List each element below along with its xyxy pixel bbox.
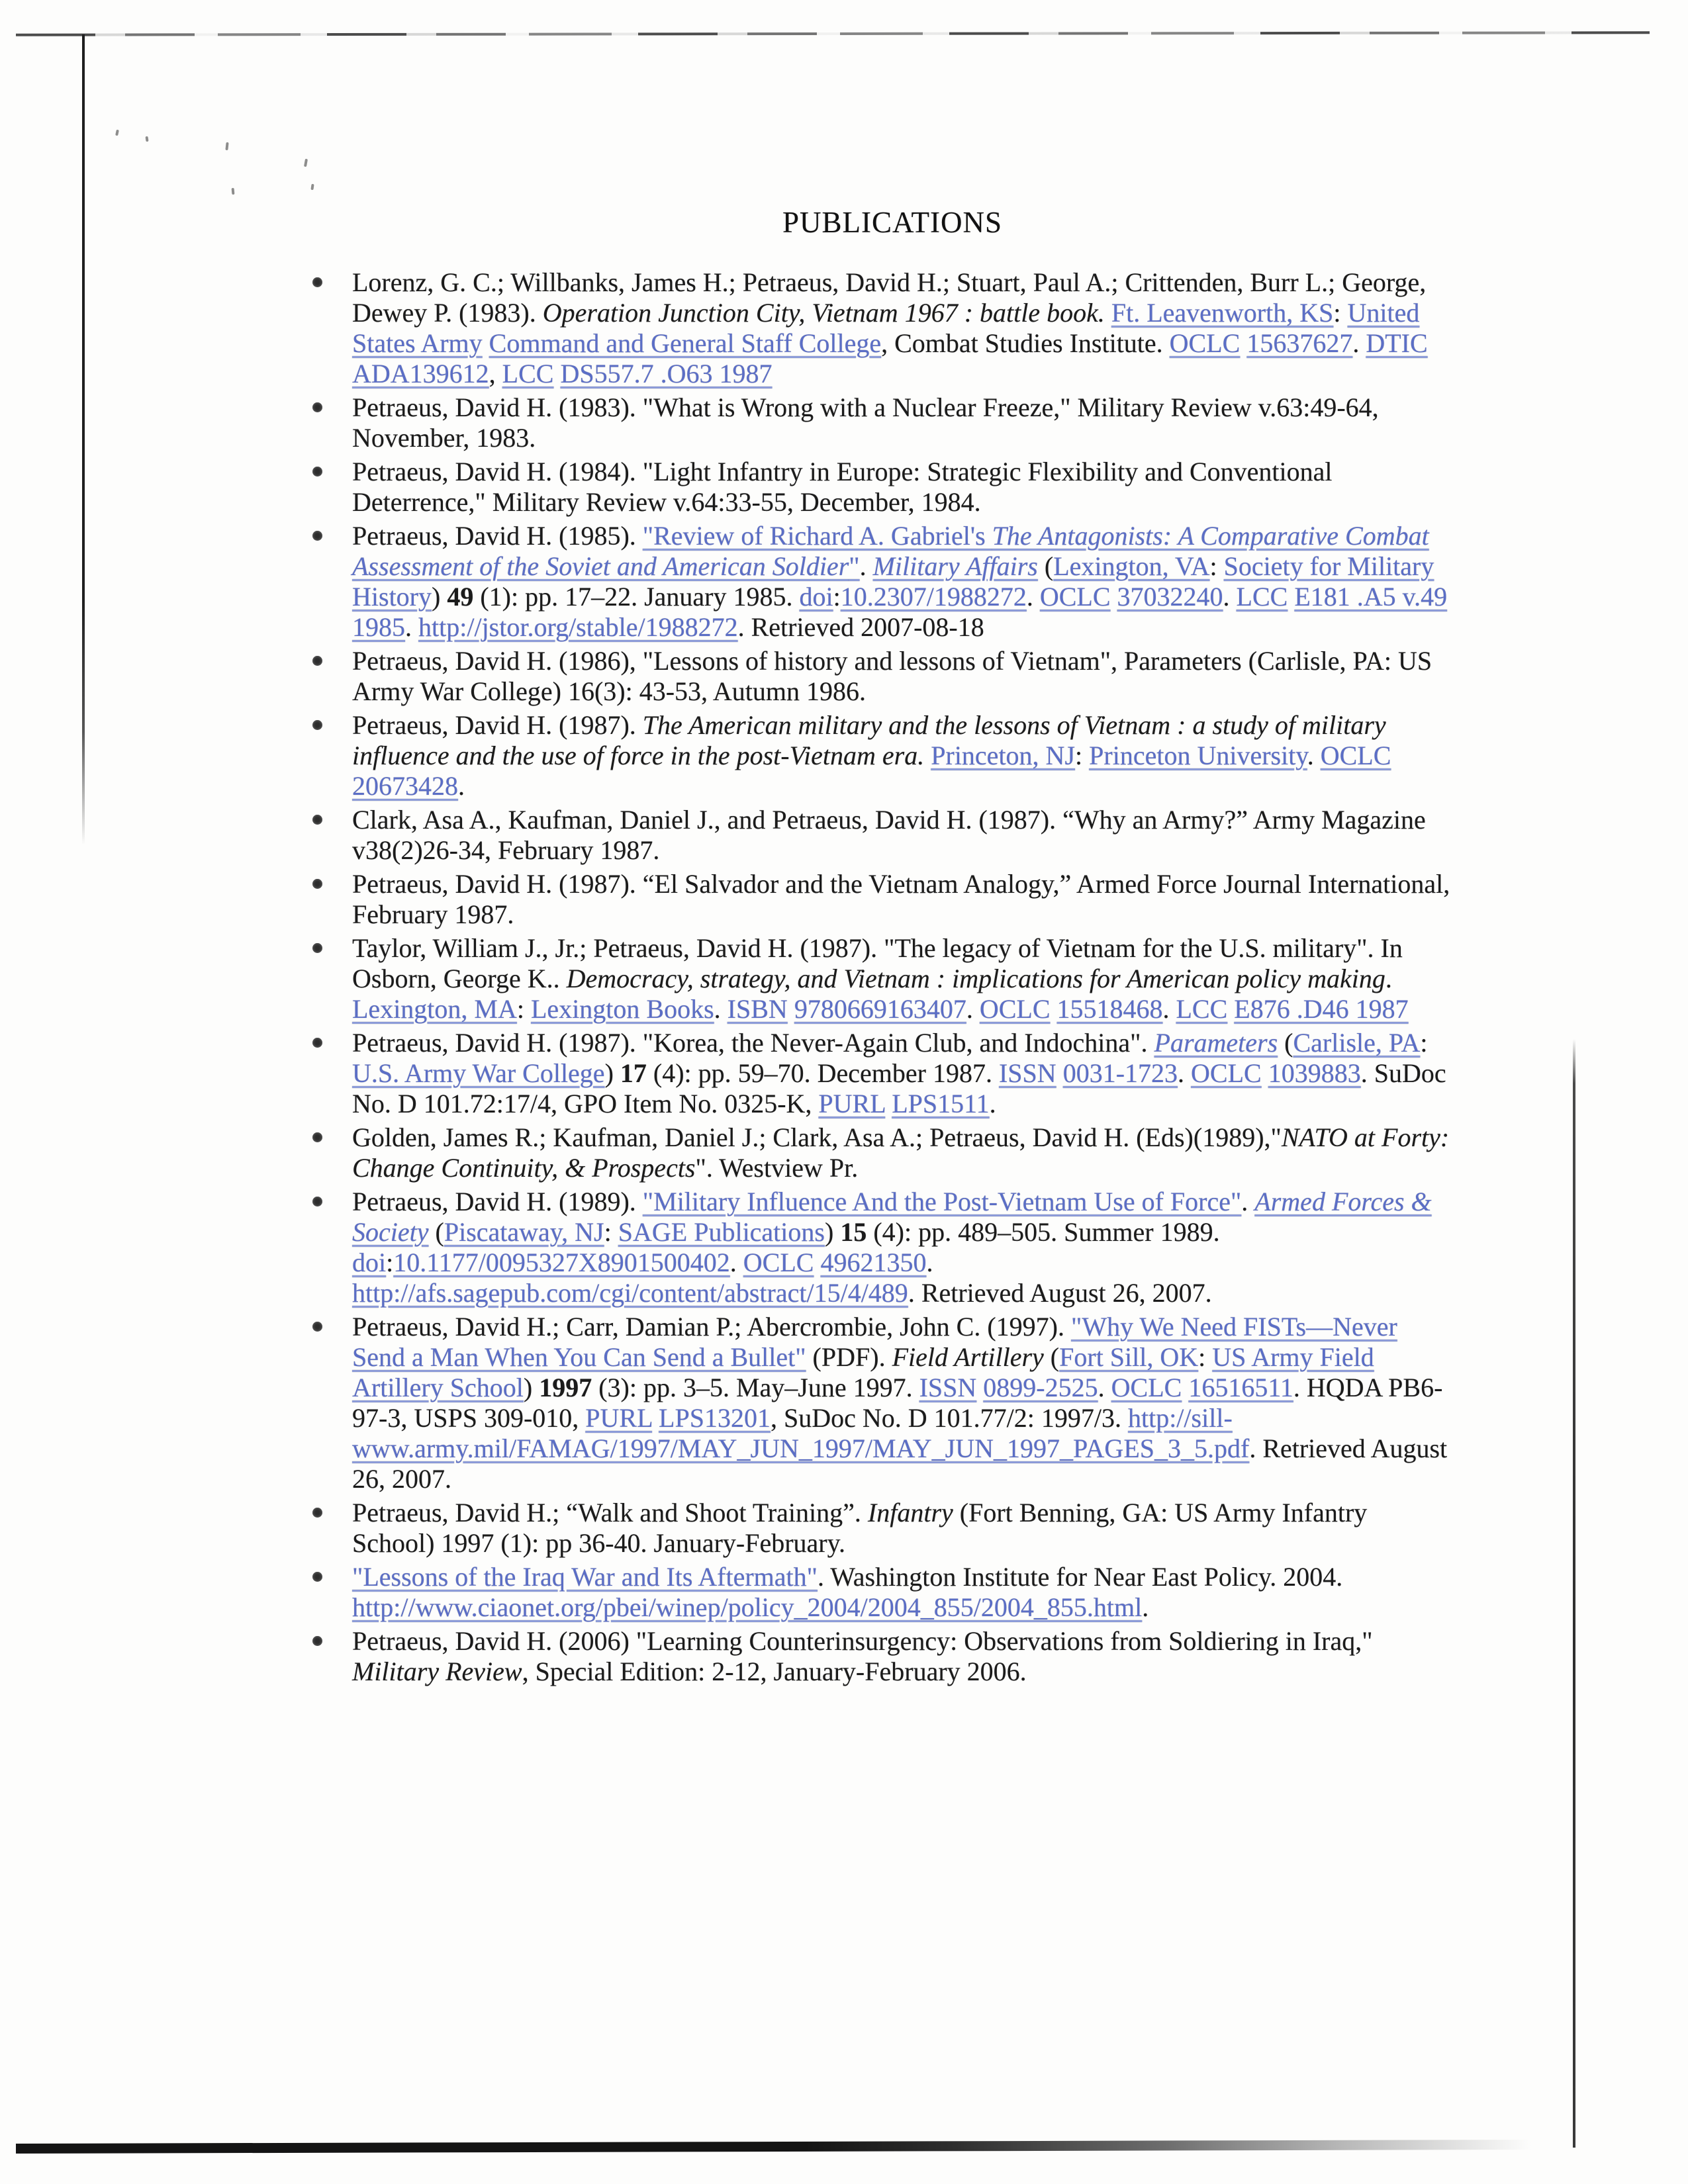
scan-speckle xyxy=(115,130,119,136)
citation-text xyxy=(1105,298,1111,328)
citation-text xyxy=(814,1248,820,1277)
citation-text: Clark, Asa A., Kaufman, Daniel J., and Petraeus, David H. (1987). “Why an Army?” Army Magazine v38(2)26-34, February 1987. xyxy=(352,805,1426,865)
citation-link: "Military Influence And the Post-Vietnam Use of Force" xyxy=(642,1187,1242,1216)
citation-text: . xyxy=(1162,994,1176,1024)
citation-text xyxy=(1288,582,1294,612)
citation-link: 10.1177/0095327X8901500402 xyxy=(393,1248,730,1277)
citation-text: . xyxy=(1223,582,1237,612)
citation-link: DS557.7 .O63 1987 xyxy=(560,359,773,388)
citation-link: 15637627 xyxy=(1246,328,1353,358)
citation-text: . xyxy=(1241,1187,1255,1216)
citation-text: Field Artillery xyxy=(892,1342,1044,1372)
citation-link: ADA139612 xyxy=(352,359,489,388)
reference-item xyxy=(352,267,1451,389)
citation-text: , xyxy=(489,359,502,388)
scan-speckle xyxy=(310,184,314,190)
citation-link: OCLC xyxy=(979,994,1051,1024)
citation-text: . xyxy=(1142,1592,1149,1622)
citation-text: (Fort Benning, GA: US Army Infantry School) 1997 (1): pp 36-40. January-February. xyxy=(352,1498,1368,1558)
citation-text: . xyxy=(458,771,465,801)
citation-text: . xyxy=(1307,741,1321,770)
citation-text: ) xyxy=(604,1058,620,1088)
citation-text xyxy=(1051,994,1057,1024)
citation-text: Petraeus, David H. (1984). "Light Infantry in Europe: Strategic Flexibility and Conventional Deterrence," Military Review v.64:33-55, December, 1984. xyxy=(352,457,1333,517)
citation-text: . xyxy=(1026,582,1040,612)
citation-link: DTIC xyxy=(1366,328,1428,358)
citation-link: Command and General Staff College xyxy=(489,328,882,358)
citation-text: ". Westview Pr. xyxy=(695,1153,859,1183)
citation-link: doi xyxy=(352,1248,387,1277)
citation-link: OCLC xyxy=(743,1248,814,1277)
citation-text: ( xyxy=(1037,551,1054,581)
citation-text: . xyxy=(1385,964,1392,993)
citation-text: . Washington Institute for Near East Policy. 2004. xyxy=(817,1562,1343,1592)
citation-link: 9780669163407 xyxy=(794,994,966,1024)
reference-item xyxy=(352,1498,1451,1559)
citation-link: PURL xyxy=(585,1403,653,1433)
citation-text: . xyxy=(1178,1058,1192,1088)
citation-link: PURL xyxy=(818,1089,886,1118)
citation-text: (1): pp. 17–22. January 1985. xyxy=(473,582,800,612)
reference-item xyxy=(352,646,1451,707)
citation-text: Taylor, William J., Jr.; Petraeus, David H. (1987). "The legacy of Vietnam for the U.S. military". In Osborn, George K.. xyxy=(352,933,1403,993)
citation-link: ISBN xyxy=(727,994,788,1024)
citation-text: . HQDA PB6-97-3, USPS 309-010, xyxy=(352,1373,1443,1433)
citation-text: : xyxy=(1333,298,1348,328)
citation-text: Operation Junction City, Vietnam 1967 : battle book. xyxy=(542,298,1105,328)
page-title: PUBLICATIONS xyxy=(782,206,1003,239)
citation-text: , Combat Studies Institute. xyxy=(881,328,1170,358)
citation-text: Petraeus, David H. (1989). xyxy=(352,1187,643,1216)
citation-text: Petraeus, David H. (1985). xyxy=(352,521,643,551)
citation-text xyxy=(1262,1058,1268,1088)
citation-text: Petraeus, David H. (1987). “El Salvador and the Vietnam Analogy,” Armed Force Journal International, February 1987. xyxy=(352,869,1450,929)
citation-text: . xyxy=(966,994,980,1024)
citation-text: : xyxy=(516,994,531,1024)
citation-link: LPS13201 xyxy=(659,1403,771,1433)
citation-text: (PDF). xyxy=(806,1342,892,1372)
citation-text: (4): pp. 489–505. Summer 1989. xyxy=(867,1217,1220,1247)
citation-text xyxy=(483,328,489,358)
citation-link: 0031-1723 xyxy=(1062,1058,1178,1088)
citation-text: . xyxy=(859,551,873,581)
citation-text xyxy=(652,1403,659,1433)
citation-link: Lexington, VA xyxy=(1053,551,1210,581)
citation-link: Parameters xyxy=(1154,1028,1278,1058)
citation-link: OCLC xyxy=(1169,328,1241,358)
citation-link: "Why We Need FISTs—Never Send a Man When You Can Send a Bullet" xyxy=(352,1312,1397,1372)
citation-text xyxy=(885,1089,892,1118)
reference-item xyxy=(352,1028,1451,1119)
citation-link: U.S. Army War College xyxy=(352,1058,605,1088)
citation-link: Piscataway, NJ xyxy=(444,1217,604,1247)
citation-text: Petraeus, David H. (1987). "Korea, the Never-Again Club, and Indochina". xyxy=(352,1028,1154,1058)
citation-link: E181 .A5 v.49 1985 xyxy=(352,582,1448,642)
citation-text xyxy=(1182,1373,1188,1402)
citation-text: 49 xyxy=(447,582,474,612)
citation-link: OCLC xyxy=(1320,741,1391,770)
citation-text: ( xyxy=(428,1217,444,1247)
reference-item xyxy=(352,1122,1451,1183)
citation-link: 0899-2525 xyxy=(983,1373,1098,1402)
citation-link: Society for Military History xyxy=(352,551,1434,612)
reference-item xyxy=(352,392,1451,453)
reference-item xyxy=(352,1562,1451,1623)
citation-text: Petraeus, David H.; Carr, Damian P.; Abercrombie, John C. (1997). xyxy=(352,1312,1071,1342)
publications-list xyxy=(352,267,1451,1690)
reference-item xyxy=(352,710,1451,801)
citation-link: LPS1511 xyxy=(892,1089,990,1118)
scan-artifact-right-border xyxy=(1573,1039,1575,2148)
citation-text: Petraeus, David H. (1986), "Lessons of history and lessons of Vietnam", Parameters (Carlisle, PA: US Army War College) 16(3): 43-53, Autumn 1986. xyxy=(352,646,1432,706)
citation-text: . xyxy=(405,612,418,642)
citation-text: Petraeus, David H. (2006) "Learning Counterinsurgency: Observations from Soldiering in Iraq," xyxy=(352,1626,1373,1656)
citation-link: 49621350 xyxy=(820,1248,927,1277)
citation-text: . xyxy=(714,994,727,1024)
citation-text: ( xyxy=(1278,1028,1293,1058)
citation-text: ) xyxy=(432,582,447,612)
citation-link: LCC xyxy=(1176,994,1228,1024)
citation-link: http://afs.sagepub.com/cgi/content/abstract/15/4/489 xyxy=(352,1278,908,1308)
citation-link: ISSN xyxy=(919,1373,977,1402)
citation-link: 15518468 xyxy=(1056,994,1163,1024)
citation-text xyxy=(1056,1058,1063,1088)
scan-artifact-bottom-edge xyxy=(16,2140,1532,2154)
citation-link: Armed Forces & Society xyxy=(352,1187,1432,1247)
citation-link: OCLC xyxy=(1111,1373,1182,1402)
citation-link: 16516511 xyxy=(1188,1373,1293,1402)
citation-text xyxy=(788,994,794,1024)
scan-artifact-left-border xyxy=(82,34,85,845)
citation-text: . xyxy=(926,1248,933,1277)
scan-artifact-top-edge xyxy=(16,31,1650,36)
citation-text: . Retrieved August 26, 2007. xyxy=(908,1278,1212,1308)
citation-text xyxy=(553,359,560,388)
citation-link: "Review of Richard A. Gabriel's xyxy=(642,521,992,551)
citation-text xyxy=(924,741,931,770)
citation-link: Princeton, NJ xyxy=(931,741,1076,770)
citation-text: : xyxy=(833,582,841,612)
citation-text: 15 xyxy=(840,1217,867,1247)
citation-link: Lexington, MA xyxy=(352,994,517,1024)
citation-text: ) xyxy=(824,1217,841,1247)
citation-link: OCLC xyxy=(1191,1058,1262,1088)
citation-link: 37032240 xyxy=(1117,582,1223,612)
scan-speckle xyxy=(225,142,228,150)
citation-link: OCLC xyxy=(1039,582,1111,612)
scan-speckle xyxy=(304,159,308,167)
citation-text: . xyxy=(989,1089,996,1118)
citation-link: http://www.ciaonet.org/pbei/winep/policy_2004/2004_855/2004_855.html xyxy=(352,1592,1143,1622)
citation-text: Infantry xyxy=(867,1498,953,1527)
citation-text: : xyxy=(1209,551,1224,581)
citation-text: . SuDoc No. D 101.72:17/4, GPO Item No. 0325-K, xyxy=(352,1058,1446,1118)
reference-item xyxy=(352,869,1451,930)
citation-link: 20673428 xyxy=(352,771,458,801)
citation-link: Ft. Leavenworth, KS xyxy=(1111,298,1334,328)
reference-item xyxy=(352,1187,1451,1308)
citation-text: . xyxy=(1098,1373,1111,1402)
citation-text: . xyxy=(729,1248,743,1277)
citation-link: "Lessons of the Iraq War and Its Aftermath" xyxy=(352,1562,818,1592)
citation-text xyxy=(1111,582,1117,612)
citation-link: LCC xyxy=(502,359,554,388)
citation-link: 10.2307/1988272 xyxy=(840,582,1027,612)
citation-text: : xyxy=(1075,741,1090,770)
citation-link: Military Affairs xyxy=(872,551,1038,581)
reference-item xyxy=(352,457,1451,518)
citation-text: 17 xyxy=(620,1058,647,1088)
citation-text: NATO at Forty: Change Continuity, & Prospects xyxy=(352,1122,1450,1183)
scan-speckle xyxy=(232,188,235,195)
reference-item xyxy=(352,1312,1451,1494)
citation-text: The American military and the lessons of Vietnam : a study of military influence and the use of force in the post-Vietnam era. xyxy=(352,710,1386,770)
citation-text xyxy=(976,1373,983,1402)
citation-link: US Army Field Artillery School xyxy=(352,1342,1374,1402)
citation-link: LCC xyxy=(1236,582,1288,612)
citation-link: Lexington Books xyxy=(531,994,714,1024)
citation-link: ISSN xyxy=(998,1058,1056,1088)
citation-link: Fort Sill, OK xyxy=(1059,1342,1199,1372)
citation-link: 1039883 xyxy=(1268,1058,1361,1088)
citation-text: Petraeus, David H. (1983). "What is Wrong with a Nuclear Freeze," Military Review v.63:49-64, November, 1983. xyxy=(352,392,1379,453)
citation-text: . Retrieved August 26, 2007. xyxy=(352,1433,1448,1494)
citation-link: SAGE Publications xyxy=(618,1217,825,1247)
citation-text: , SuDoc No. D 101.77/2: 1997/3. xyxy=(770,1403,1128,1433)
citation-text: 1997 xyxy=(539,1373,592,1402)
citation-link: Carlisle, PA xyxy=(1293,1028,1421,1058)
citation-link: " xyxy=(849,551,860,581)
citation-text: Lorenz, G. C.; Willbanks, James H.; Petraeus, David H.; Stuart, Paul A.; Crittenden, Burr L.; George, Dewey P. (1983). xyxy=(352,267,1427,328)
citation-link: doi xyxy=(799,582,833,612)
reference-item xyxy=(352,521,1451,643)
citation-text: Petraeus, David H.; “Walk and Shoot Training”. xyxy=(352,1498,868,1527)
citation-text: (4): pp. 59–70. December 1987. xyxy=(646,1058,999,1088)
citation-text: ) xyxy=(523,1373,539,1402)
citation-link: http://sill-www.army.mil/FAMAG/1997/MAY_JUN_1997/MAY_JUN_1997_PAGES_3_5.pdf xyxy=(352,1403,1250,1463)
citation-text: : xyxy=(386,1248,394,1277)
citation-text: Military Review xyxy=(352,1657,522,1686)
citation-text xyxy=(1240,328,1246,358)
citation-link: The Antagonists: A Comparative Combat Assessment of the Soviet and American Soldier xyxy=(352,521,1429,581)
citation-link: E876 .D46 1987 xyxy=(1234,994,1409,1024)
citation-text: , Special Edition: 2-12, January-February 2006. xyxy=(522,1657,1027,1686)
reference-item xyxy=(352,1626,1451,1687)
reference-item xyxy=(352,933,1451,1024)
citation-text: Democracy, strategy, and Vietnam : implications for American policy making xyxy=(566,964,1385,993)
citation-text xyxy=(1227,994,1234,1024)
citation-text: : xyxy=(1198,1342,1213,1372)
citation-text: ( xyxy=(1043,1342,1060,1372)
citation-text: : xyxy=(1420,1028,1428,1058)
citation-text: . xyxy=(1352,328,1366,358)
reference-item xyxy=(352,805,1451,866)
citation-link: United States Army xyxy=(352,298,1420,358)
citation-text: . Retrieved 2007-08-18 xyxy=(737,612,984,642)
citation-link: http://jstor.org/stable/1988272 xyxy=(418,612,738,642)
citation-link: Princeton University xyxy=(1089,741,1307,770)
citation-text: : xyxy=(604,1217,618,1247)
citation-text: (3): pp. 3–5. May–June 1997. xyxy=(592,1373,919,1402)
citation-text: Petraeus, David H. (1987). xyxy=(352,710,643,740)
citation-text: Golden, James R.; Kaufman, Daniel J.; Clark, Asa A.; Petraeus, David H. (Eds)(1989)," xyxy=(352,1122,1282,1152)
scan-speckle xyxy=(145,136,148,142)
